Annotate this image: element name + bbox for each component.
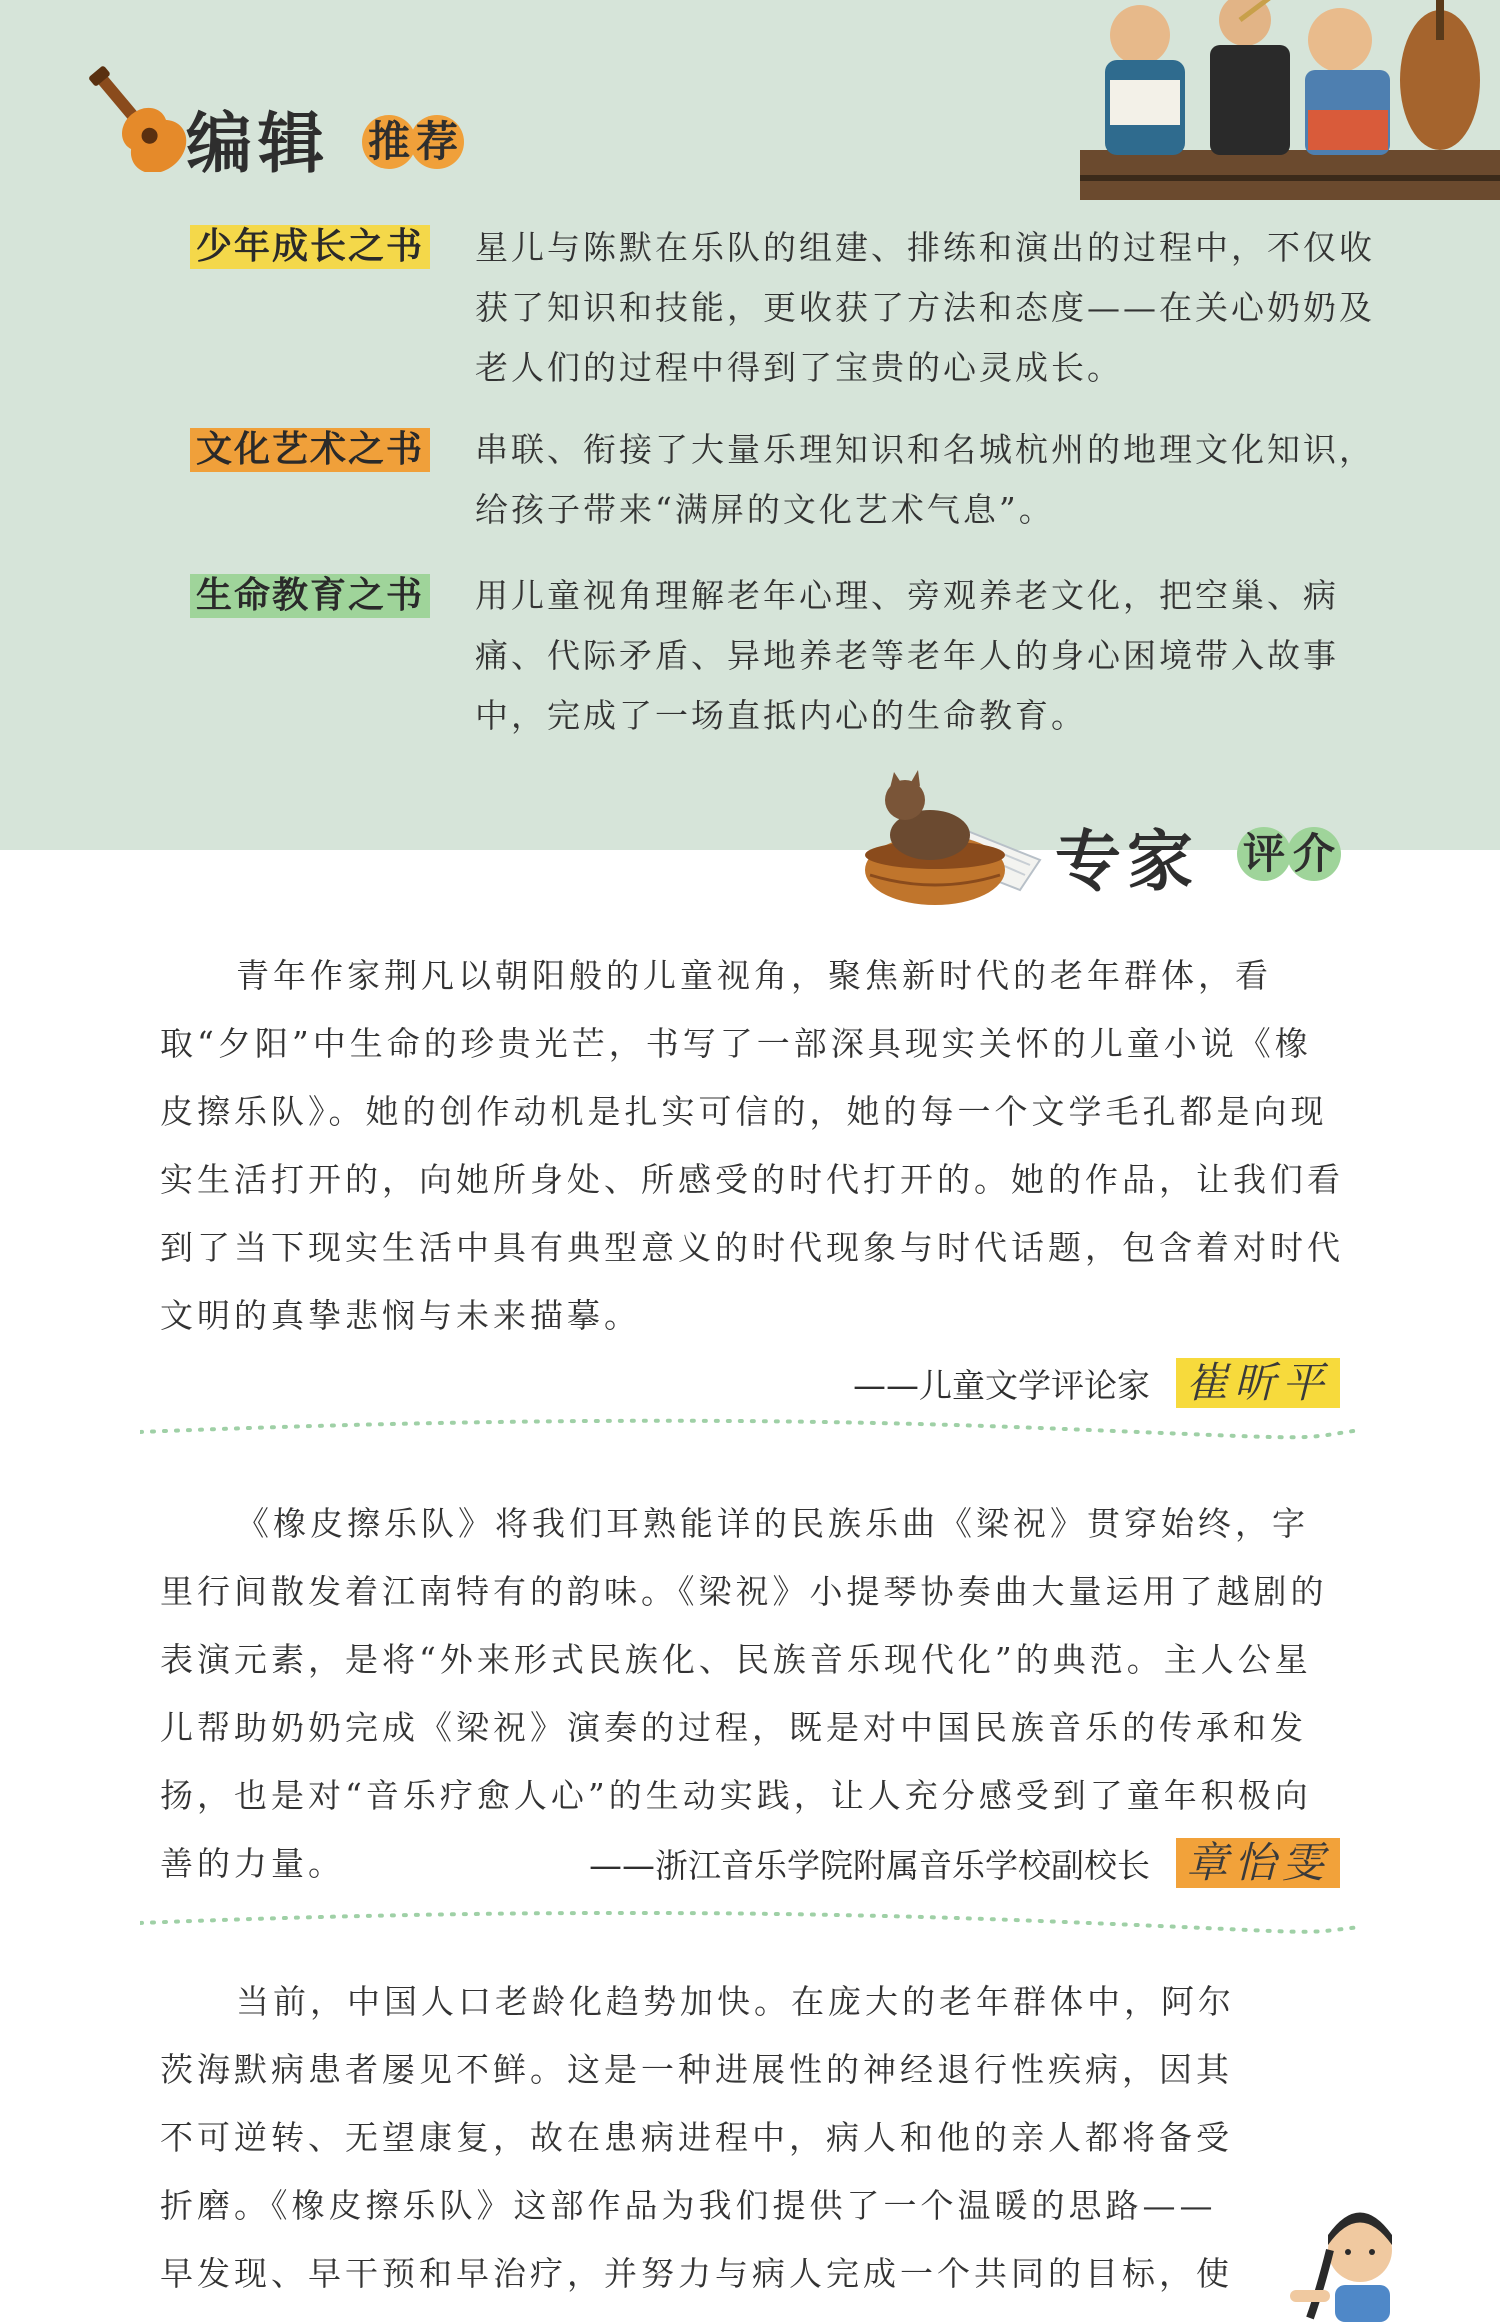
tag-culture: 文化艺术之书 xyxy=(190,428,430,472)
expert-heading-badges xyxy=(1237,827,1341,881)
expert-heading: 专家 xyxy=(1055,823,1199,900)
girl-illustration xyxy=(1290,2200,1430,2322)
tag-life-text: 用儿童视角理解老年心理、旁观养老文化，把空巢、病痛、代际矛盾、异地养老等老年人的身心困境带入故事中，完成了一场直抵内心的生命教育。 xyxy=(475,576,1339,735)
tag-growth: 少年成长之书 xyxy=(190,225,430,269)
review-1-attribution: ——儿童文学评论家 xyxy=(852,1365,1150,1405)
tag-culture-text: 串联、衔接了大量乐理知识和名城杭州的地理文化知识，给孩子带来“满屏的文化艺术气息”。 xyxy=(475,430,1375,529)
review-1-name: 崔昕平 xyxy=(1176,1358,1340,1408)
dotted-divider xyxy=(140,1410,1360,1450)
review-1-text: 青年作家荆凡以朝阳般的儿童视角，聚焦新时代的老年群体，看取“夕阳”中生命的珍贵光芒，书写了一部深具现实关怀的儿童小说《橡皮擦乐队》。她的创作动机是扎实可信的，她的每一个文学毛孔都是向现实生活打开的，向她所身处、所感受的时代打开的。她的作品，让我们看到了当下现实生活中具有典型意义的时代现象与时代话题，包含着对时代文明的真挚悲悯与未来描摹。 xyxy=(160,956,1344,1335)
expert-badge-2: 介 xyxy=(1287,827,1341,881)
editor-heading: 编辑 xyxy=(186,105,330,182)
review-2-signature xyxy=(589,1838,1340,1888)
review-2-name: 章怡雯 xyxy=(1176,1838,1340,1888)
editor-heading-badges xyxy=(362,115,464,169)
review-2-text: 《橡皮擦乐队》将我们耳熟能详的民族乐曲《梁祝》贯穿始终，字里行间散发着江南特有的韵味。《梁祝》小提琴协奏曲大量运用了越剧的表演元素，是将“外来形式民族化、民族音乐现代化”的典范。主人公星儿帮助奶奶完成《梁祝》演奏的过程，既是对中国民族音乐的传承和发扬，也是对“音乐疗愈人心”的生动实践，让人充分感受到了童年积极向善的力量。 xyxy=(160,1504,1328,1883)
guitar-icon xyxy=(88,62,188,172)
dotted-divider xyxy=(140,1905,1360,1945)
expert-badge-1: 评 xyxy=(1237,827,1291,881)
tag-life: 生命教育之书 xyxy=(190,574,430,618)
review-2-attribution: ——浙江音乐学院附属音乐学校副校长 xyxy=(588,1845,1150,1885)
editor-badge-1: 推 xyxy=(362,115,416,169)
musicians-illustration xyxy=(1040,0,1500,200)
review-1-signature xyxy=(853,1358,1340,1408)
editor-badge-2: 荐 xyxy=(410,115,464,169)
review-3-text: 当前，中国人口老龄化趋势加快。在庞大的老年群体中，阿尔茨海默病患者屡见不鲜。这是一种进展性的神经退行性疾病，因其不可逆转、无望康复，故在患病进程中，病人和他的亲人都将备受折磨。《橡皮擦乐队》这部作品为我们提供了一个温暖的思路——早发现、早干预和早治疗，并努力与病人完成一个共同的目标，使 xyxy=(160,1982,1235,2293)
cat-basket-icon xyxy=(850,760,1050,910)
tag-growth-text: 星儿与陈默在乐队的组建、排练和演出的过程中，不仅收获了知识和技能，更收获了方法和态度——在关心奶奶及老人们的过程中得到了宝贵的心灵成长。 xyxy=(475,228,1375,387)
